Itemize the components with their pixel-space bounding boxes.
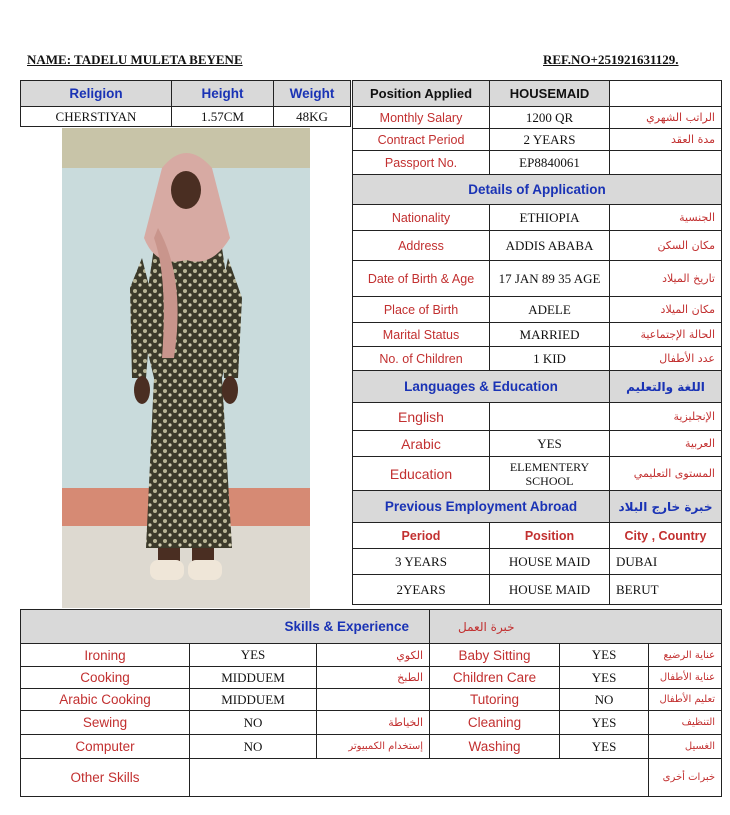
skills-section-title: Skills & Experience — [21, 610, 430, 644]
skill-label: Baby Sitting — [430, 644, 560, 667]
english-arabic: الإنجليزية — [610, 403, 722, 431]
skill-value: MIDDUEM — [190, 689, 317, 711]
skill-value: YES — [190, 644, 317, 667]
skill-arabic: عناية الرضيع — [649, 644, 722, 667]
employment-position: HOUSE MAID — [490, 549, 610, 575]
employment-country: DUBAI — [610, 549, 722, 575]
table-row — [353, 575, 722, 605]
skill-arabic: الخياطة — [317, 711, 430, 735]
person-photo-icon — [62, 128, 310, 608]
employment-section-title: Previous Employment Abroad — [353, 491, 610, 523]
position-applied-label: Position Applied — [353, 81, 490, 107]
skill-value: YES — [560, 667, 649, 689]
skill-arabic: عناية الأطفال — [649, 667, 722, 689]
passport-label: Passport No. — [353, 151, 490, 175]
skill-arabic: إستخدام الكمبيوتر — [317, 735, 430, 759]
dob-label: Date of Birth & Age — [353, 261, 490, 297]
employment-section-arabic: خبرة خارج البلاد — [610, 491, 722, 523]
children-label: No. of Children — [353, 347, 490, 371]
contract-label: Contract Period — [353, 129, 490, 151]
religion-header: Religion — [21, 81, 172, 107]
contract-arabic: مدة العقد — [610, 129, 722, 151]
height-header: Height — [172, 81, 274, 107]
weight-value: 48KG — [274, 107, 351, 127]
contract-value: 2 YEARS — [490, 129, 610, 151]
skill-value: NO — [560, 689, 649, 711]
skill-arabic: الكوي — [317, 644, 430, 667]
table-row — [353, 549, 722, 575]
address-label: Address — [353, 231, 490, 261]
birthplace-value: ADELE — [490, 297, 610, 323]
skill-arabic: الطبخ — [317, 667, 430, 689]
details-section-title: Details of Application — [353, 175, 722, 205]
education-label: Education — [353, 457, 490, 491]
skill-label: Cooking — [21, 667, 190, 689]
skill-arabic — [317, 689, 430, 711]
candidate-photo — [62, 128, 310, 608]
employment-country: BERUT — [610, 575, 722, 605]
skill-arabic: الغسيل — [649, 735, 722, 759]
skill-label: Sewing — [21, 711, 190, 735]
skill-label: Cleaning — [430, 711, 560, 735]
passport-value: EP8840061 — [490, 151, 610, 175]
candidate-name: NAME: TADELU MULETA BEYENE — [27, 52, 243, 67]
children-value: 1 KID — [490, 347, 610, 371]
languages-section-arabic: اللغة والتعليم — [610, 371, 722, 403]
skill-value: MIDDUEM — [190, 667, 317, 689]
other-skills-arabic: خبرات أخرى — [649, 759, 722, 797]
birthplace-label: Place of Birth — [353, 297, 490, 323]
position-table — [352, 80, 722, 605]
english-label: English — [353, 403, 490, 431]
employment-position: HOUSE MAID — [490, 575, 610, 605]
period-header: Period — [353, 523, 490, 549]
dob-value: 17 JAN 89 35 AGE — [490, 261, 610, 297]
skills-table — [20, 609, 722, 797]
marital-value: MARRIED — [490, 323, 610, 347]
salary-value: 1200 QR — [490, 107, 610, 129]
employment-period: 2YEARS — [353, 575, 490, 605]
skill-label: Computer — [21, 735, 190, 759]
arabic-value: YES — [490, 431, 610, 457]
skill-value: YES — [560, 644, 649, 667]
weight-header: Weight — [274, 81, 351, 107]
salary-label: Monthly Salary — [353, 107, 490, 129]
skills-section-arabic: خبرة العمل — [430, 610, 722, 644]
marital-label: Marital Status — [353, 323, 490, 347]
skill-value: YES — [560, 735, 649, 759]
address-arabic: مكان السكن — [610, 231, 722, 261]
skill-label: Washing — [430, 735, 560, 759]
skill-label: Children Care — [430, 667, 560, 689]
english-value — [490, 403, 610, 431]
arabic-arabic: العربية — [610, 431, 722, 457]
marital-arabic: الحالة الإجتماعية — [610, 323, 722, 347]
other-skills-label: Other Skills — [21, 759, 190, 797]
employment-period: 3 YEARS — [353, 549, 490, 575]
address-value: ADDIS ABABA — [490, 231, 610, 261]
skill-label: Arabic Cooking — [21, 689, 190, 711]
education-arabic: المستوى التعليمي — [610, 457, 722, 491]
basic-info-table — [20, 80, 351, 127]
skill-label: Ironing — [21, 644, 190, 667]
table-row — [21, 667, 722, 689]
skill-value: YES — [560, 711, 649, 735]
skill-label: Tutoring — [430, 689, 560, 711]
languages-section-title: Languages & Education — [353, 371, 610, 403]
reference-number: REF.NO+251921631129. — [543, 52, 679, 67]
children-arabic: عدد الأطفال — [610, 347, 722, 371]
nationality-label: Nationality — [353, 205, 490, 231]
arabic-label: Arabic — [353, 431, 490, 457]
country-header: City , Country — [610, 523, 722, 549]
table-row — [21, 711, 722, 735]
position-applied-value: HOUSEMAID — [490, 81, 610, 107]
nationality-value: ETHIOPIA — [490, 205, 610, 231]
nationality-arabic: الجنسية — [610, 205, 722, 231]
birthplace-arabic: مكان الميلاد — [610, 297, 722, 323]
salary-arabic: الراتب الشهري — [610, 107, 722, 129]
skill-value: NO — [190, 711, 317, 735]
height-value: 1.57CM — [172, 107, 274, 127]
table-row — [21, 644, 722, 667]
religion-value: CHERSTIYAN — [21, 107, 172, 127]
table-row — [21, 689, 722, 711]
position-header: Position — [490, 523, 610, 549]
dob-arabic: تاريخ الميلاد — [610, 261, 722, 297]
skill-arabic: التنظيف — [649, 711, 722, 735]
table-row — [21, 735, 722, 759]
education-value: ELEMENTERY SCHOOL — [490, 457, 610, 491]
skill-arabic: تعليم الأطفال — [649, 689, 722, 711]
skill-value: NO — [190, 735, 317, 759]
